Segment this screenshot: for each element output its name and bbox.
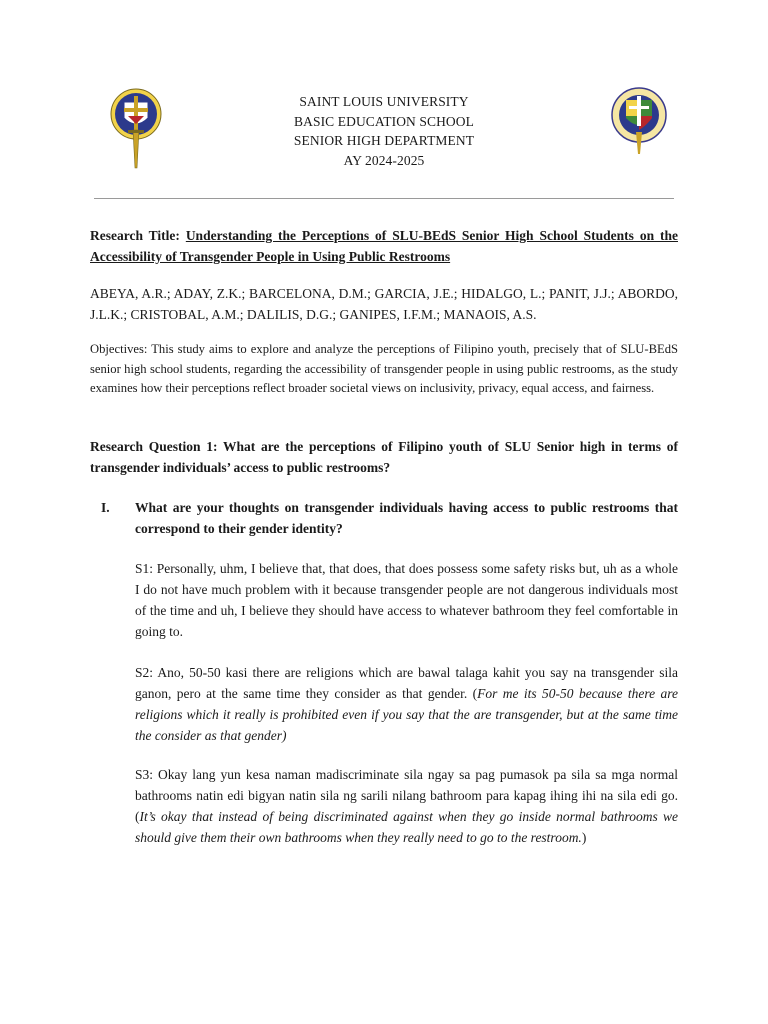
response-s3-text: S3: Okay lang yun kesa naman madiscriminate sila ngay sa pag pumasok pa sila sa mga normal bathrooms natin edi bigyan natin sila ng sarili nilang bathroom para kapag ihing ihi na sila edi go. ( xyxy=(135,767,678,824)
response-s3 xyxy=(135,764,678,848)
department-name: SENIOR HIGH DEPARTMENT xyxy=(293,133,475,148)
question-text: What are your thoughts on transgender individuals having access to public restrooms that correspond to their gender identity? xyxy=(135,500,678,536)
response-s3-close: ) xyxy=(581,830,587,845)
research-title-label: Research Title: xyxy=(90,228,186,243)
response-s2 xyxy=(135,662,678,746)
response-s2-translation: For me its 50-50 because there are religions which it really is prohibited even if you say that the are transgender, but at the same time the consider as that gender) xyxy=(135,686,678,743)
school-header xyxy=(0,92,768,170)
question-number: I. xyxy=(101,500,110,515)
research-title-text: Understanding the Perceptions of SLU-BEdS Senior High School Students on the Accessibility of Transgender People in Using Public Restrooms xyxy=(90,228,678,264)
header-divider xyxy=(94,198,674,199)
research-question: Research Question 1: What are the perceptions of Filipino youth of SLU Senior high in terms of transgender individuals’ access to public restrooms? xyxy=(90,439,678,475)
response-s2-text: S2: Ano, 50-50 kasi there are religions which are bawal talaga kahit you say na transgender sila ganon, pero at the same time they consider as that gender. ( xyxy=(135,665,678,701)
response-s3-translation: It’s okay that instead of being discriminated against when they go inside normal bathrooms we should give them their own bathrooms when they really need to go to the restroom. xyxy=(135,809,678,845)
research-title xyxy=(90,225,678,267)
school-name: BASIC EDUCATION SCHOOL xyxy=(294,113,474,129)
university-name: SAINT LOUIS UNIVERSITY xyxy=(299,94,469,109)
response-s1: S1: Personally, uhm, I believe that, that does, that does possess some safety risks but, uh as a whole I do not have much problem with it because transgender people are not dangerous individuals most of the time and uh, I believe they should have access to whatever bathroom they feel comfortable in going to. xyxy=(135,561,678,639)
author-list: ABEYA, A.R.; ADAY, Z.K.; BARCELONA, D.M.; GARCIA, J.E.; HIDALGO, L.; PANIT, J.J.; ABORDO, J.L.K.; CRISTOBAL, A.M.; DALILIS, D.G.; GANIPES, I.F.M.; MANAOIS, A.S. xyxy=(90,286,678,322)
academic-year: AY 2024-2025 xyxy=(343,152,425,168)
objectives-paragraph: Objectives: This study aims to explore and analyze the perceptions of Filipino youth, precisely that of SLU-BEdS senior high school students, regarding the accessibility of transgender people in using public restrooms, as the study examines how their perceptions reflect broader societal views on inclusivity, privacy, equal access, and fairness. xyxy=(90,342,678,395)
